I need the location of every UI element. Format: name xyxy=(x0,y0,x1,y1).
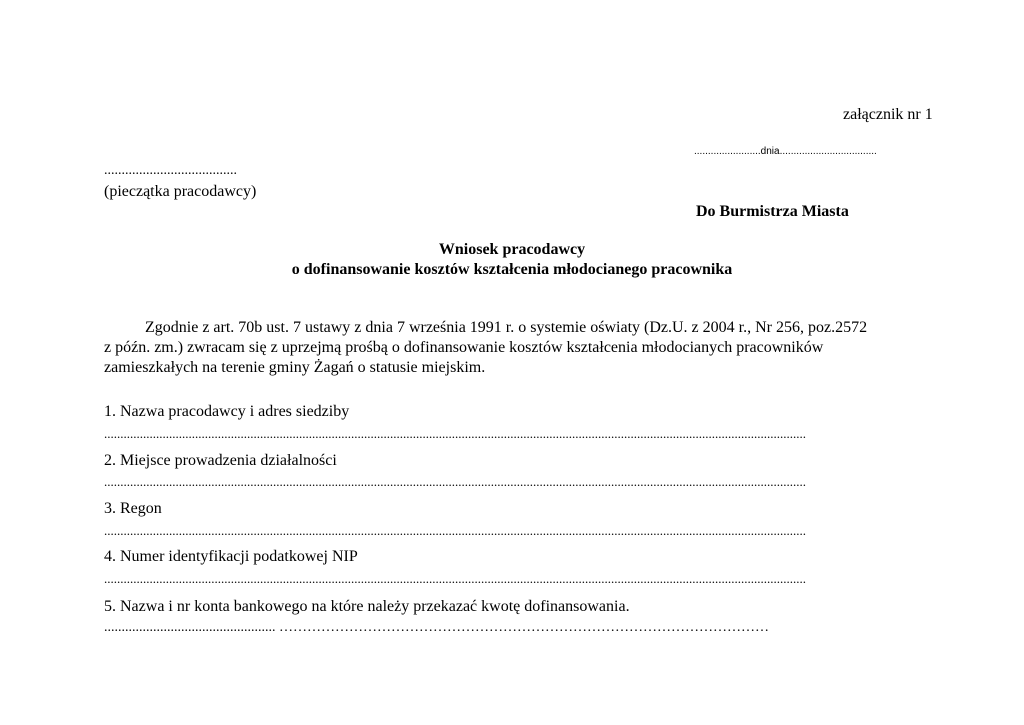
field-label-nip: 4. Numer identyfikacji podatkowej NIP xyxy=(104,548,358,565)
stamp-dots: ...................................... xyxy=(104,163,237,178)
field-label-employer-name: 1. Nazwa pracodawcy i adres siedziby xyxy=(104,403,350,420)
field-label-business-location: 2. Miejsce prowadzenia działalności xyxy=(104,452,337,469)
field-dots-regon: ........................................................................................................................................................................................................................ xyxy=(104,524,806,538)
field-dots-business-location: ........................................................................................................................................................................................................................ xyxy=(104,475,806,489)
field-dots-nip: ........................................................................................................................................................................................................................ xyxy=(104,572,806,586)
field-label-bank-account: 5. Nazwa i nr konta bankowego na które należy przekazać kwotę dofinansowania. xyxy=(104,598,630,615)
body-line-2: z późn. zm.) zwracam się z uprzejmą prośbą o dofinansowanie kosztów kształcenia młodocianych pracowników xyxy=(104,339,824,356)
stamp-label: (pieczątka pracodawcy) xyxy=(104,183,257,200)
attachment-label: załącznik nr 1 xyxy=(843,106,933,123)
field-dots-employer-name: ........................................................................................................................................................................................................................ xyxy=(104,427,806,441)
field-label-regon: 3. Regon xyxy=(104,500,162,517)
addressee: Do Burmistrza Miasta xyxy=(696,203,849,220)
document-title: Wniosek pracodawcy xyxy=(438,241,586,258)
body-line-1: Zgodnie z art. 70b ust. 7 ustawy z dnia 7 września 1991 r. o systemie oświaty (Dz.U. z 2004 r., Nr 256, poz.2572 xyxy=(145,319,868,336)
document-subtitle: o dofinansowanie kosztów kształcenia młodocianego pracownika xyxy=(291,261,733,278)
field-dots-bank-account: ................................................. …………………………………………………………………………………………… xyxy=(104,620,769,635)
body-line-3: zamieszkałych na terenie gminy Żagań o statusie miejskim. xyxy=(104,359,486,376)
date-line: ........................dnia................................... xyxy=(694,146,877,157)
